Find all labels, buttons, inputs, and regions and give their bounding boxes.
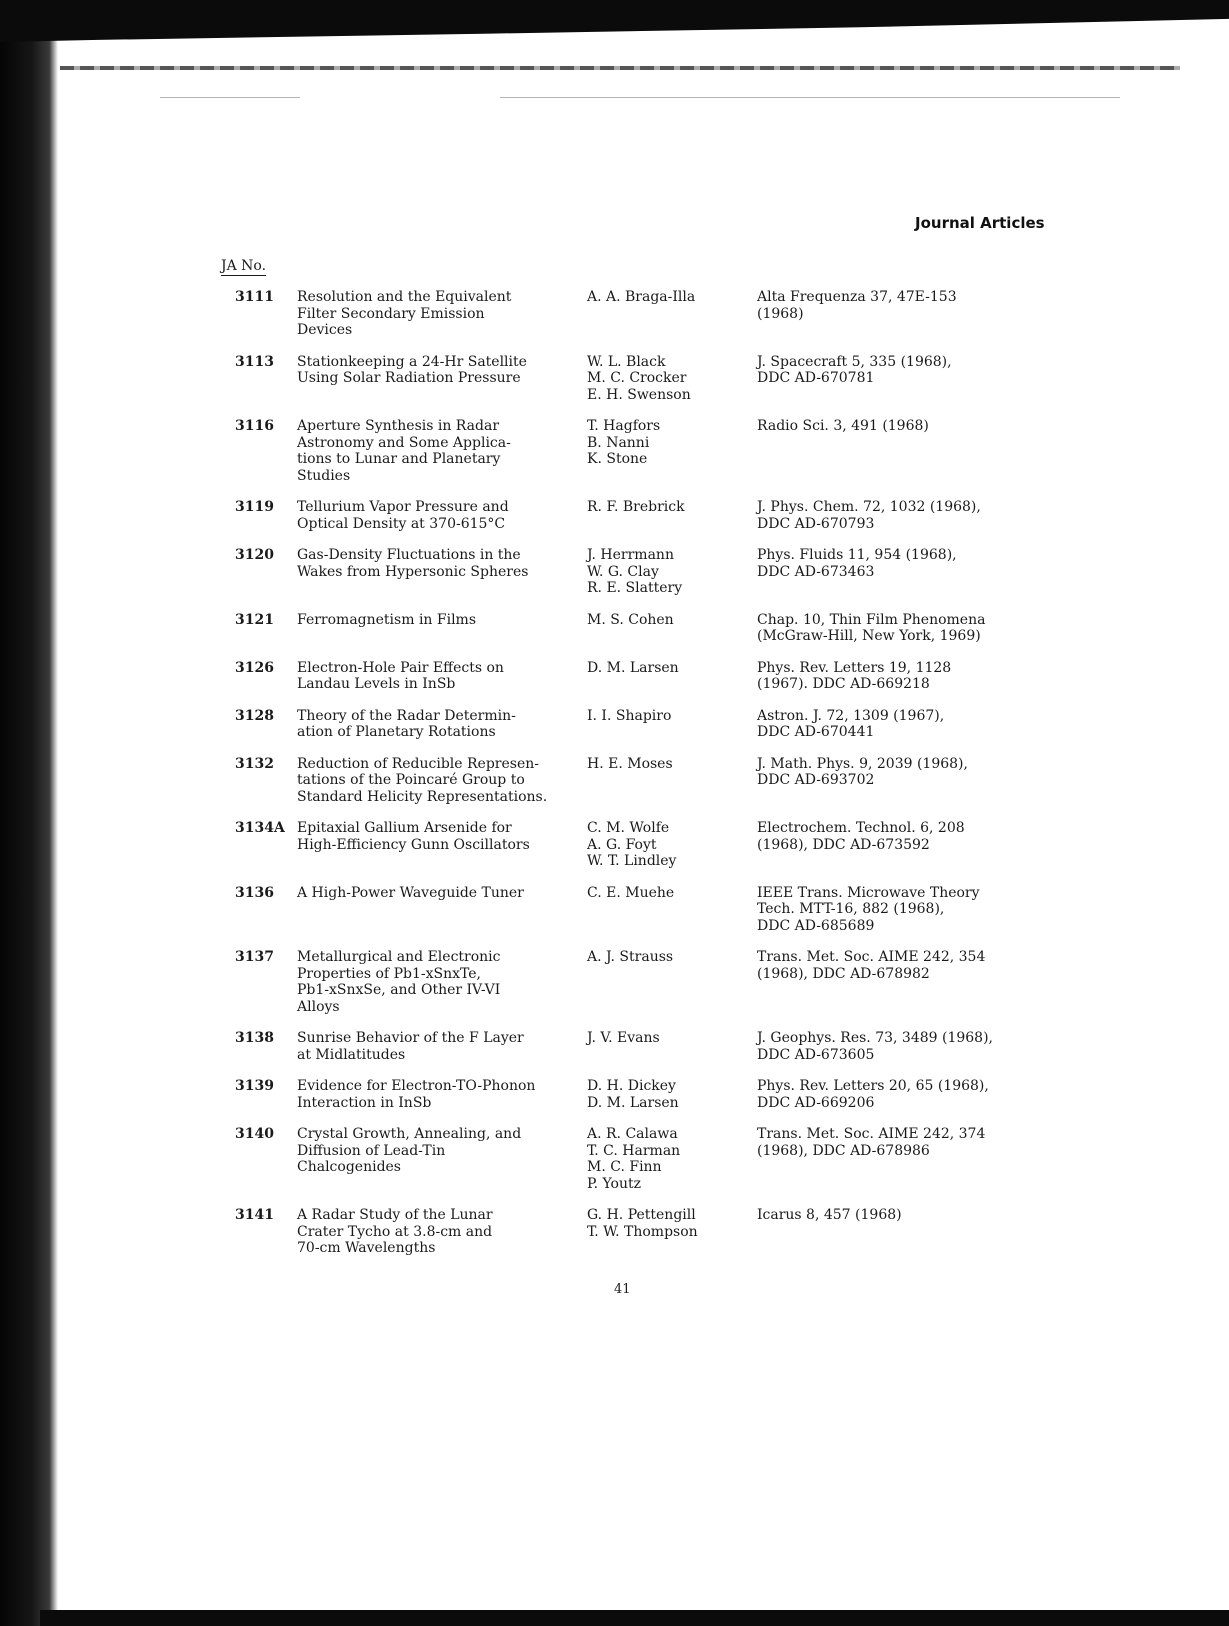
article-title: Theory of the Radar Determin- ation of Planetary Rotations [297, 707, 516, 740]
scan-edge-bottom [40, 1610, 1229, 1626]
article-title: Metallurgical and Electronic Properties of Pb1-xSnxTe, Pb1-xSnxSe, and Other IV-VI Alloys [297, 949, 501, 1015]
article-entry [221, 949, 1041, 1015]
article-title: Stationkeeping a 24-Hr Satellite Using Solar Radiation Pressure [297, 353, 527, 386]
article-authors: H. E. Moses [587, 755, 673, 772]
article-citation: Trans. Met. Soc. AIME 242, 354 (1968), DDC AD-678982 [757, 949, 986, 982]
ja-number-column-label: JA No. [221, 258, 267, 274]
article-citation: Astron. J. 72, 1309 (1967), DDC AD-670441 [757, 707, 945, 740]
ja-number: 3140 [235, 1126, 274, 1142]
article-authors: T. Hagfors B. Nanni K. Stone [587, 418, 661, 467]
article-entry [221, 547, 1041, 597]
article-citation: J. Geophys. Res. 73, 3489 (1968), DDC AD-673605 [757, 1030, 994, 1063]
article-entry [221, 1207, 1041, 1257]
article-authors: C. M. Wolfe A. G. Foyt W. T. Lindley [587, 820, 677, 869]
article-authors: A. R. Calawa T. C. Harman M. C. Finn P. Youtz [587, 1126, 681, 1192]
faint-rule [500, 97, 1120, 98]
article-entry [221, 820, 1041, 870]
article-title: Gas-Density Fluctuations in the Wakes from Hypersonic Spheres [297, 547, 529, 580]
article-authors: M. S. Cohen [587, 611, 674, 628]
article-citation: IEEE Trans. Microwave Theory Tech. MTT-16, 882 (1968), DDC AD-685689 [757, 884, 980, 934]
article-title: A High-Power Waveguide Tuner [297, 884, 524, 901]
article-title: Aperture Synthesis in Radar Astronomy and Some Applica- tions to Lunar and Planetary Studies [297, 418, 511, 484]
faint-rule [160, 97, 300, 98]
ja-number: 3134A [235, 820, 285, 836]
article-citation: Phys. Rev. Letters 20, 65 (1968), DDC AD-669206 [757, 1078, 989, 1111]
scan-edge-top [0, 0, 1229, 42]
article-citation: Phys. Rev. Letters 19, 1128 (1967). DDC AD-669218 [757, 659, 952, 692]
ja-number: 3116 [235, 418, 274, 434]
article-citation: Alta Frequenza 37, 47E-153 (1968) [757, 289, 957, 322]
article-authors: D. M. Larsen [587, 659, 679, 676]
article-citation: Electrochem. Technol. 6, 208 (1968), DDC AD-673592 [757, 820, 965, 853]
article-entry [221, 660, 1041, 693]
article-citation: Trans. Met. Soc. AIME 242, 374 (1968), DDC AD-678986 [757, 1126, 986, 1159]
article-entry [221, 289, 1041, 339]
page-number: 41 [614, 1282, 631, 1297]
article-authors: I. I. Shapiro [587, 707, 672, 724]
article-citation: J. Phys. Chem. 72, 1032 (1968), DDC AD-670793 [757, 499, 981, 532]
article-citation: Radio Sci. 3, 491 (1968) [757, 418, 929, 434]
article-authors: J. V. Evans [587, 1030, 660, 1046]
article-authors: A. A. Braga-Illa [587, 289, 696, 305]
article-authors: J. Herrmann W. G. Clay R. E. Slattery [587, 547, 683, 596]
ja-number: 3120 [235, 547, 274, 563]
article-title: Epitaxial Gallium Arsenide for High-Efficiency Gunn Oscillators [297, 820, 530, 853]
article-title: Resolution and the Equivalent Filter Secondary Emission Devices [297, 289, 512, 338]
ja-number: 3128 [235, 707, 274, 724]
article-title: A Radar Study of the Lunar Crater Tycho at 3.8-cm and 70-cm Wavelengths [297, 1207, 493, 1256]
article-entry [221, 708, 1041, 741]
article-citation: Chap. 10, Thin Film Phenomena (McGraw-Hill, New York, 1969) [757, 611, 986, 644]
article-authors: D. H. Dickey D. M. Larsen [587, 1078, 679, 1111]
article-entry [221, 499, 1041, 532]
section-title: Journal Articles [915, 214, 1045, 232]
ja-number: 3121 [235, 611, 274, 628]
ja-number: 3138 [235, 1030, 274, 1046]
ja-number: 3139 [235, 1078, 274, 1094]
article-authors: A. J. Strauss [587, 949, 674, 965]
ja-number: 3141 [235, 1207, 274, 1223]
article-title: Crystal Growth, Annealing, and Diffusion of Lead-Tin Chalcogenides [297, 1126, 522, 1175]
ja-number: 3126 [235, 659, 274, 676]
article-authors: R. F. Brebrick [587, 499, 685, 515]
article-title: Electron-Hole Pair Effects on Landau Levels in InSb [297, 659, 504, 692]
article-citation: Icarus 8, 457 (1968) [757, 1207, 902, 1223]
ja-number: 3137 [235, 949, 274, 965]
ja-number: 3119 [235, 499, 274, 515]
ja-number: 3111 [235, 289, 274, 305]
article-authors: C. E. Muehe [587, 884, 675, 901]
article-entry [221, 1030, 1041, 1063]
article-authors: G. H. Pettengill T. W. Thompson [587, 1207, 698, 1240]
article-title: Sunrise Behavior of the F Layer at Midlatitudes [297, 1030, 524, 1063]
article-entry [221, 1126, 1041, 1192]
article-title: Reduction of Reducible Represen- tations of the Poincaré Group to Standard Helicity Representations. [297, 755, 548, 805]
article-title: Tellurium Vapor Pressure and Optical Density at 370-615°C [297, 499, 509, 532]
article-citation: J. Spacecraft 5, 335 (1968), DDC AD-670781 [757, 353, 952, 386]
ja-number: 3132 [235, 755, 274, 772]
top-rule [60, 66, 1180, 70]
ja-number: 3136 [235, 884, 274, 901]
article-authors: W. L. Black M. C. Crocker E. H. Swenson [587, 353, 691, 403]
ja-number: 3113 [235, 353, 274, 370]
article-title: Evidence for Electron-TO-Phonon Interaction in InSb [297, 1078, 536, 1111]
article-entry [221, 885, 1041, 935]
article-title: Ferromagnetism in Films [297, 611, 477, 628]
scan-edge-left [0, 0, 58, 1626]
article-entry [221, 612, 1041, 645]
article-citation: J. Math. Phys. 9, 2039 (1968), DDC AD-693702 [757, 755, 968, 788]
article-list [221, 289, 1041, 1272]
article-citation: Phys. Fluids 11, 954 (1968), DDC AD-673463 [757, 547, 957, 580]
article-entry [221, 756, 1041, 806]
article-entry [221, 418, 1041, 484]
article-entry [221, 1078, 1041, 1111]
article-entry [221, 354, 1041, 404]
